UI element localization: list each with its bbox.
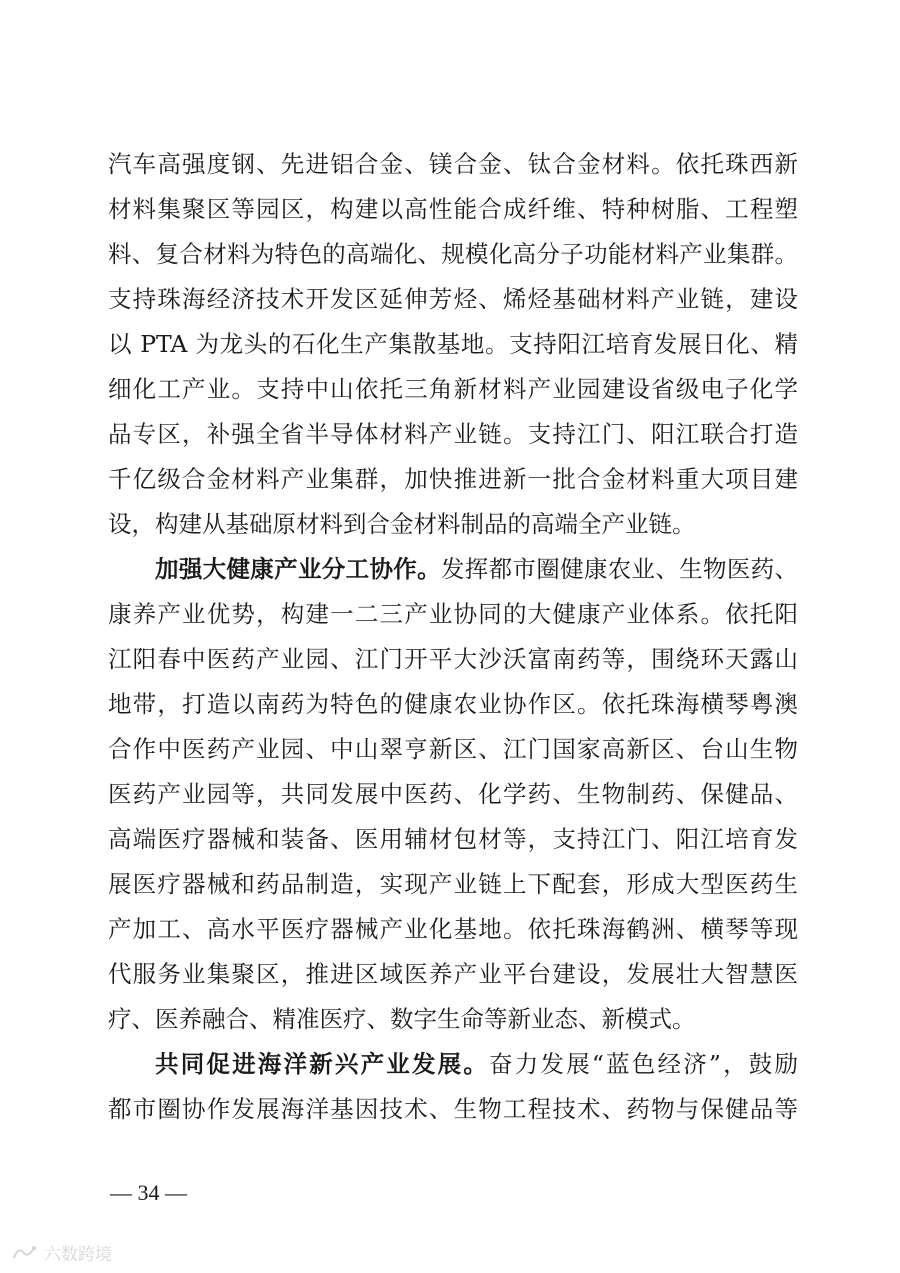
text-line: 医药产业园等，共同发展中医药、化学药、生物制药、保健品、	[108, 780, 798, 808]
text-line: 细化工产业。支持中山依托三角新材料产业园建设省级电子化学	[108, 375, 798, 403]
paragraph-first-line	[108, 1042, 798, 1087]
watermark	[12, 1240, 112, 1265]
text-line: 都市圈协作发展海洋基因技术、生物工程技术、药物与保健品等	[108, 1095, 798, 1123]
text-line: 康养产业优势，构建一二三产业协同的大健康产业体系。依托阳	[108, 600, 798, 628]
watermark-logo-icon	[12, 1244, 38, 1262]
page-number: — 34 —	[110, 1180, 187, 1205]
text-line: 以 PTA 为龙头的石化生产集散基地。支持阳江培育发展日化、精	[108, 330, 798, 358]
text-line: 地带，打造以南药为特色的健康农业协作区。依托珠海横琴粤澳	[108, 690, 798, 718]
text-run: 奋力发展“蓝色经济”，鼓励	[489, 1050, 799, 1078]
text-line: 展医疗器械和药品制造，实现产业链上下配套，形成大型医药生	[108, 870, 798, 898]
text-line: 品专区，补强全省半导体材料产业链。支持江门、阳江联合打造	[108, 420, 798, 448]
paragraph-heading: 加强大健康产业分工协作。	[155, 555, 441, 583]
text-line: 江阳春中医药产业园、江门开平大沙沃富南药等，围绕环天露山	[108, 645, 798, 673]
text-line: 高端医疗器械和装备、医用辅材包材等，支持江门、阳江培育发	[108, 825, 798, 853]
text-line: 疗、医养融合、精准医疗、数字生命等新业态、新模式。	[108, 1005, 696, 1033]
text-line: 支持珠海经济技术开发区延伸芳烃、烯烃基础材料产业链，建设	[108, 285, 798, 313]
text-line: 产加工、高水平医疗器械产业化基地。依托珠海鹤洲、横琴等现	[108, 915, 798, 943]
text-line: 汽车高强度钢、先进铝合金、镁合金、钛合金材料。依托珠西新	[108, 150, 798, 178]
text-line: 代服务业集聚区，推进区域医养产业平台建设，发展壮大智慧医	[108, 960, 798, 988]
text-line: 合作中医药产业园、中山翠亨新区、江门国家高新区、台山生物	[108, 735, 798, 763]
text-line: 千亿级合金材料产业集群，加快推进新一批合金材料重大项目建	[108, 465, 798, 493]
text-line: 设，构建从基础原材料到合金材料制品的高端全产业链。	[108, 510, 696, 538]
paragraph-heading: 共同促进海洋新兴产业发展。	[155, 1050, 490, 1078]
text-line: 料、复合材料为特色的高端化、规模化高分子功能材料产业集群。	[108, 240, 798, 268]
text-run: 发挥都市圈健康农业、生物医药、	[440, 555, 799, 583]
text-line: 材料集聚区等园区，构建以高性能合成纤维、特种树脂、工程塑	[108, 195, 798, 223]
paragraph-first-line	[108, 547, 798, 592]
document-body	[108, 142, 798, 1132]
watermark-text: 六数跨境	[44, 1245, 112, 1265]
